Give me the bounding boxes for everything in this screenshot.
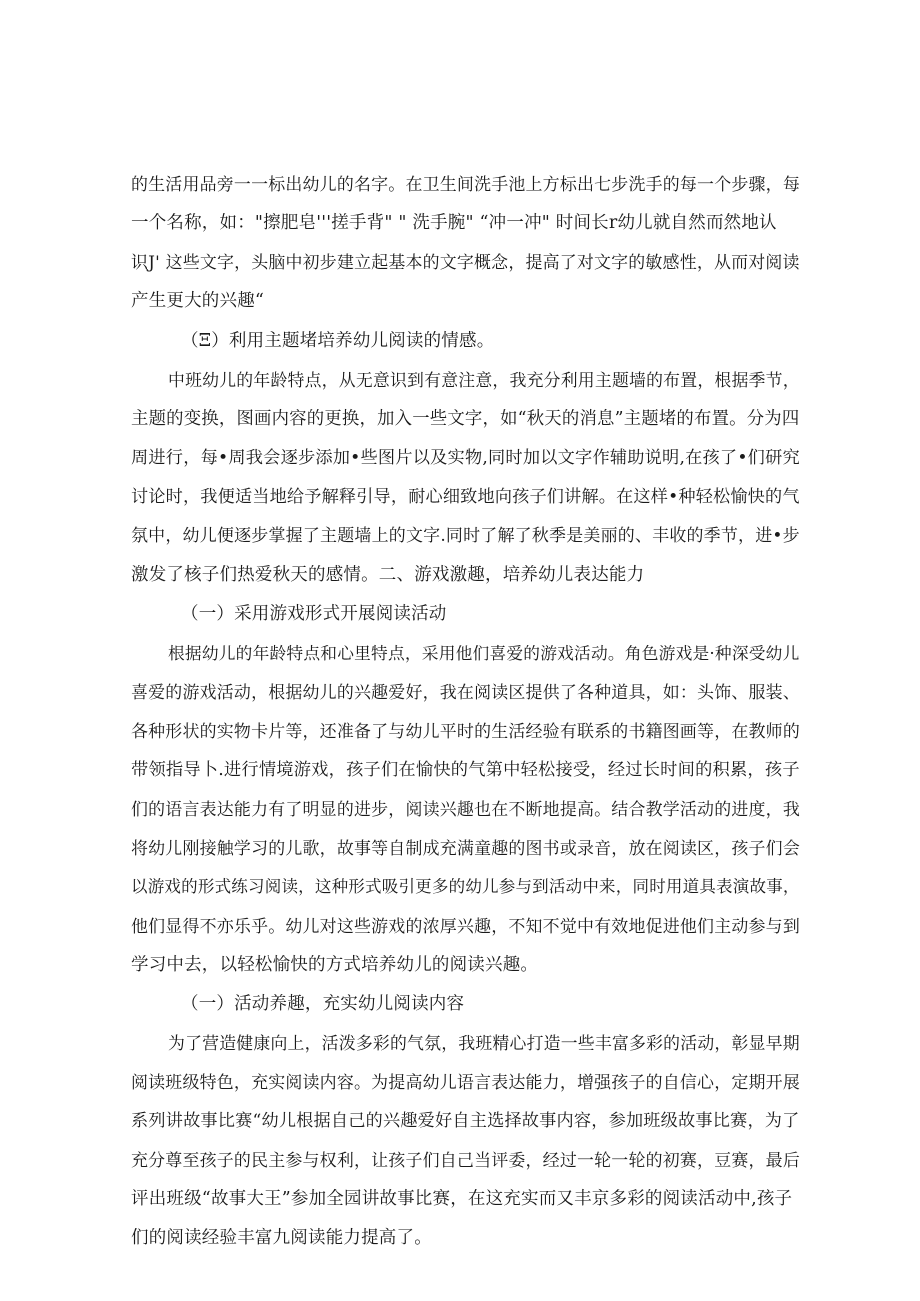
text-line: 产生更大的兴趣“: [131, 291, 265, 311]
text-line: 将幼儿刚接触学习的儿歌，故事等自制成充满童趣的图书或录音，放在阅读区，孩子们会: [131, 838, 800, 858]
text-line: 充分尊至孩子的民主参与权利，让孩子们自己当评委，经过一轮一轮的初赛，豆赛，最后: [131, 1150, 800, 1170]
text-line: 们的语言表达能力有了明显的进步，阅读兴趣也在不断地提高。结合教学活动的进度，我: [131, 799, 800, 819]
text-line: 以游戏的形式练习阅读，这种形式吸引更多的幼儿参与到活动中来，同时用道具表演故事，: [131, 877, 800, 896]
text-line: 识J' 这些文字，头脑中初步建立起基本的文字概念，提高了对文字的敏感性，从而对阅读: [131, 252, 800, 272]
text-line: 一个名称，如："擦肥皂'''搓手背" " 洗手腕" “冲一冲" 时间长r幼儿就自然而然地认: [131, 213, 777, 233]
section-heading: （一）采用游戏形式开展阅读活动: [181, 604, 447, 624]
text-line: 讨论时，我便适当地给予解释引导，耐心细致地向孩子们讲解。在这样•种轻松愉快的气: [131, 487, 800, 507]
text-line: 系列讲故事比赛“幼儿根据自己的兴趣爱好自主选择故事内容，参加班级故事比赛，为了: [131, 1111, 800, 1131]
section-heading: （一）活动养趣，充实幼儿阅读内容: [181, 994, 465, 1014]
text-line: 学习中去，以轻松愉快的方式培养幼儿的阅读兴趣。: [131, 955, 539, 975]
text-line: 根据幼儿的年龄特点和心里特点，采用他们喜爱的游戏活动。角色游戏是·种深受幼儿: [168, 643, 800, 663]
text-line: 中班幼儿的年龄特点，从无意识到有意注意，我充分利用主题墙的布置，根据季节，: [168, 370, 800, 390]
text-line: 他们显得不亦乐乎。幼儿对这些游戏的浓厚兴趣，不知不觉中有效地促进他们主动参与到: [131, 916, 800, 936]
text-line: 各种形状的实物卡片等，还准备了与幼儿平时的生活经验有联系的书籍图画等，在教师的: [131, 721, 800, 741]
text-line: 评出班级“故事大王”参加全园讲故事比赛，在这充实而又丰京多彩的阅读活动中,孩子: [131, 1189, 793, 1209]
section-heading: （Ξ）利用主题堵培养幼儿阅读的情感。: [181, 331, 495, 351]
text-line: 为了营造健康向上，活泼多彩的气氛，我班精心打造一些丰富多彩的活动，彰显早期: [168, 1033, 800, 1053]
text-line: 主题的变换，图画内容的更换，加入一些文字，如“秋天的消息”主题堵的布置。分为四: [131, 409, 800, 429]
text-line: 周进行，每•周我会逐步添加•些图片以及实物,同时加以文字作辅助说明,在孩了•们研究: [131, 448, 800, 468]
text-line: 带领指导卜.进行情境游戏，孩子们在愉快的气第中轻松接受，经过长时间的积累，孩子: [131, 760, 800, 780]
text-line: 喜爱的游戏活动，根据幼儿的兴趣爱好，我在阅读区提供了各种道具，如：头饰、服装、: [131, 682, 800, 702]
text-line: 氛中，幼儿便逐步掌握了主题墙上的文字.同时了解了秋季是美丽的、丰收的季节，进•步: [131, 526, 800, 546]
text-line: 们的阅读经验丰富九阅读能力提高了。: [131, 1228, 432, 1248]
text-line: 激发了核子们热爱秋天的感情。二、游戏激趣，培养幼儿表达能力: [131, 565, 645, 585]
text-line: 阅读班级特色，充实阅读内容。为提高幼儿语言表达能力，增强孩子的自信心，定期开展: [131, 1072, 800, 1092]
text-line: 的生活用品旁一一标出幼儿的名字。在卫生间洗手池上方标出七步洗手的每一个步骤，每: [131, 174, 800, 194]
